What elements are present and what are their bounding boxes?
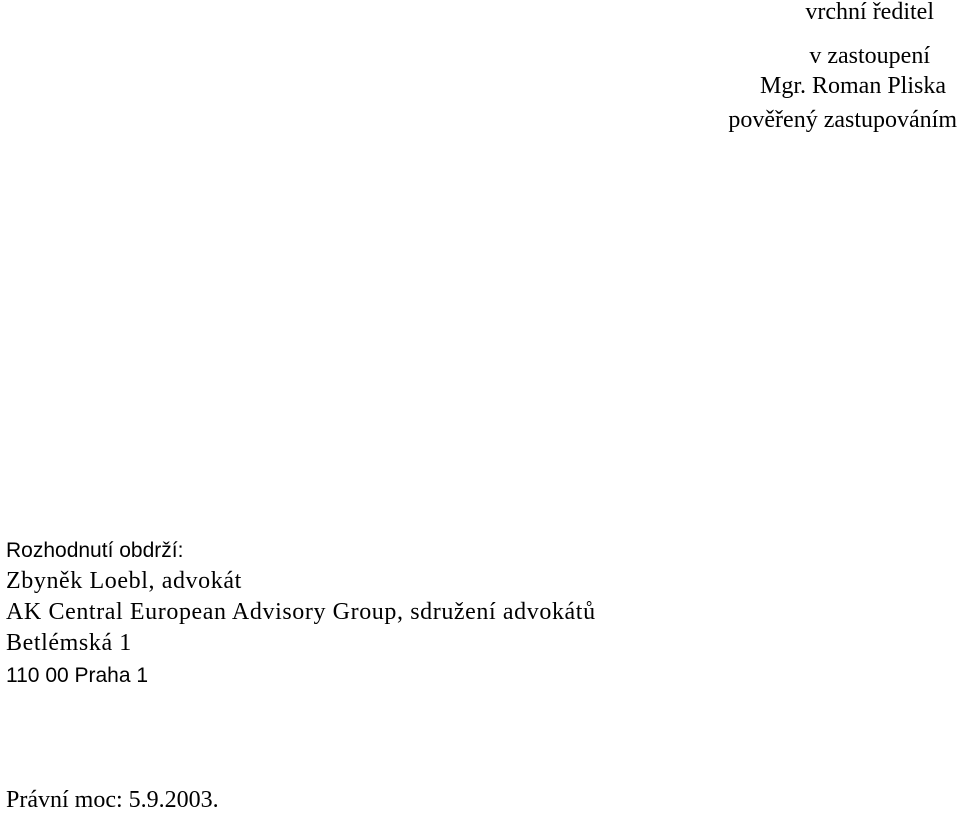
signatory-role: vrchní ředitel	[805, 0, 934, 25]
recipient-street: Betlémská 1	[6, 630, 132, 656]
representation-note: v zastoupení	[809, 43, 930, 69]
signatory-name: Mgr. Roman Pliska	[759, 73, 946, 99]
recipient-person: Zbyněk Loebl, advokát	[6, 568, 242, 594]
recipients-heading: Rozhodnutí obdrží:	[6, 539, 184, 562]
legal-effect-date: Právní moc: 5.9.2003.	[6, 787, 219, 813]
recipient-firm: AK Central European Advisory Group, sdružení advokátů	[6, 599, 596, 625]
recipient-city: 110 00 Praha 1	[6, 664, 149, 687]
authorization-note: pověřený zastupováním	[728, 107, 957, 133]
